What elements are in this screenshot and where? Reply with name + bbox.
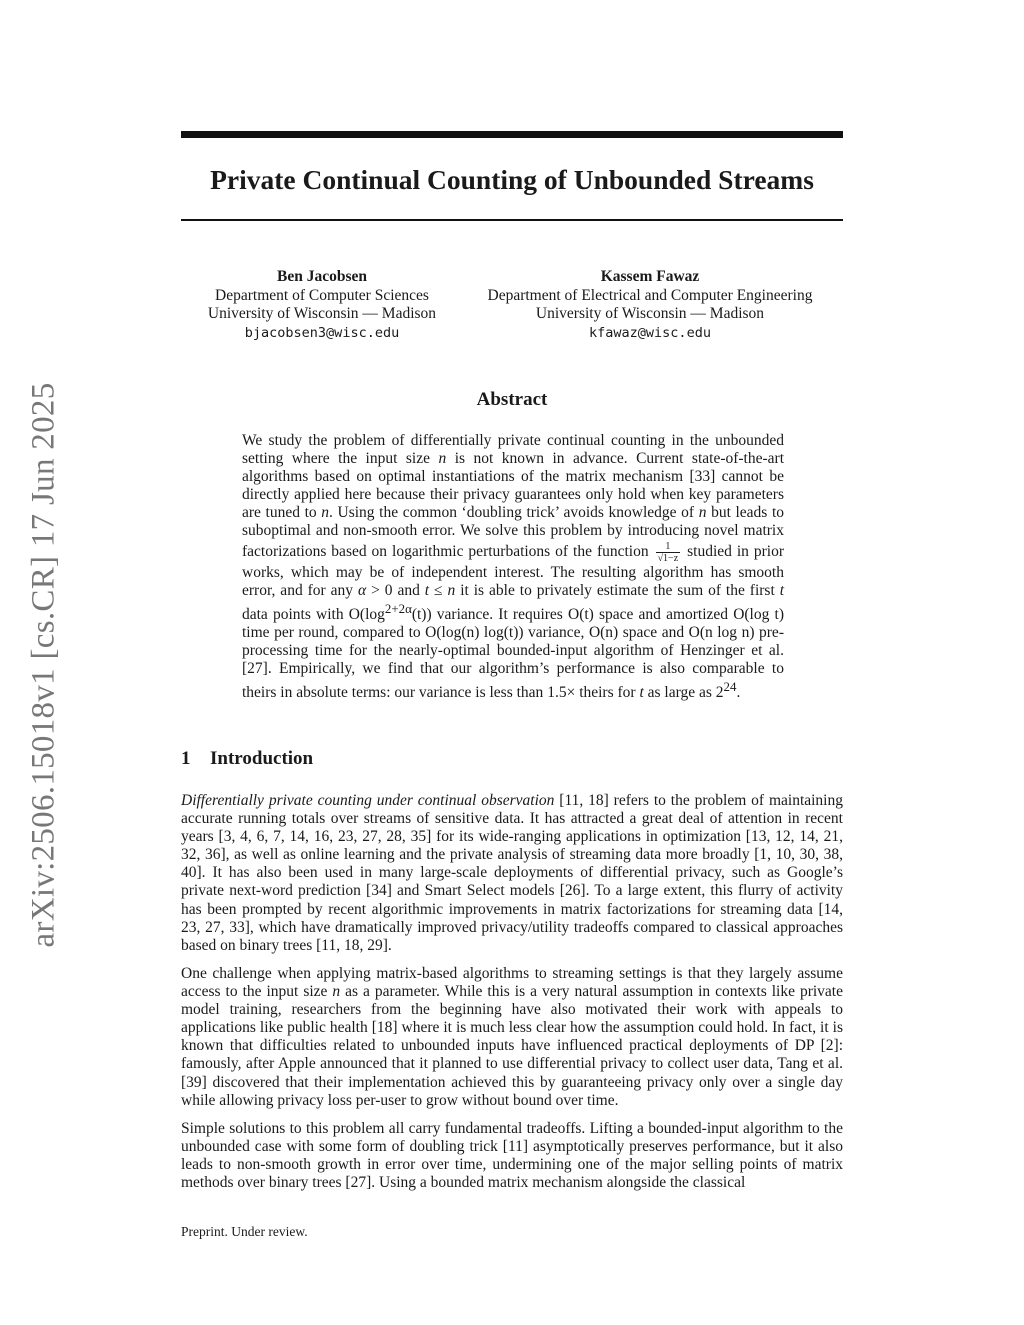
abstract-text: We study the problem of differentially private continual counting in the unbounded setting where the input size n is not known in advance. Current state-of-the-art algorithms based on optimal instantiations of the matrix mechanism [33] cannot be directly applied here because their privacy guarantees only hold when key parameters are tuned to n. Using the common ‘doubling trick’ avoids knowledge of n but leads to suboptimal and non-smooth error. We solve this problem by introducing novel matrix factorizations based on logarithmic perturbations of the function $\frac{1}{√1-z}$ studied in prior works, which may be of independent interest. The resulting algorithm has smooth error, and for any α > 0 and t ≤ n it is able to privately estimate the sum of the first t data points with $O(\log^{2+2\alpha}(t))$ variance. It requires O(t) space and amortized O(log t) time per round, compared to O(log(n) log(t)) variance, O(n) space and O(n log n) pre-processing time for the nearly-optimal bounded-input algorithm of Henzinger et al. [27]. Empirically, we find that our algorithm’s performance is also comparable to theirs in absolute terms: our variance is less than 1.5× theirs for t as large as $2^{24}$. <box>242 432 785 702</box>
author-name: Ben Jacobsen <box>277 268 367 285</box>
intro-paragraph: One challenge when applying matrix-based algorithms to streaming settings is that they largely assume access to the input size n as a parameter. While this is a very natural assumption in contexts like private model training, researchers from the beginning have also motivated their work with appeals to applications like public health [18] where it is much less clear how the assumption could hold. In fact, it is known that difficulties related to unbounded inputs have influenced practical deployments of DP [2]: famously, after Apple announced that it planned to use differential privacy to collect user data, Tang et al. [39] discovered that their implementation achieved this by guaranteeing privacy only over a single day while allowing privacy loss per-user to grow without bound over time. <box>181 965 843 1109</box>
author-block <box>470 268 830 342</box>
math-var: t <box>639 684 644 702</box>
section-number: 1 <box>181 748 191 769</box>
author-email[interactable]: bjacobsen3@wisc.edu <box>244 324 400 341</box>
author-email[interactable]: kfawaz@wisc.edu <box>589 324 711 341</box>
math-expression: 2 <box>715 684 724 702</box>
author-university: University of Wisconsin — Madison <box>207 305 437 323</box>
math-var: t <box>424 581 430 599</box>
math-expression: 1.5× <box>547 684 576 702</box>
author-name: Kassem Fawaz <box>600 268 700 285</box>
arxiv-identifier[interactable]: arXiv:2506.15018v1 [cs.CR] 17 Jun 2025 <box>25 382 62 948</box>
math-expression: O(t) <box>568 605 594 623</box>
section-title: Introduction <box>210 748 314 769</box>
page-footer: Preprint. Under review. <box>181 1224 308 1239</box>
math-expression: O(n) <box>588 624 619 641</box>
math-expression: O(log <box>348 605 385 623</box>
abstract-heading: Abstract <box>476 389 548 410</box>
math-var: t <box>779 581 785 599</box>
section-heading <box>181 748 313 770</box>
title-top-rule <box>181 131 843 138</box>
author-department: Department of Computer Sciences <box>215 286 429 304</box>
math-expression: O(n log n) <box>688 624 755 641</box>
math-expression: O(log t) <box>733 605 784 623</box>
title-bottom-rule <box>181 219 843 221</box>
math-var: n <box>698 504 707 522</box>
intro-paragraph: Simple solutions to this problem all carry fundamental tradeoffs. Lifting a bounded-input algorithm to the unbounded case with some form of doubling trick [11] asymptotically preserves performance, but it also leads to non-smooth growth in error over time, undermining one of the major selling points of matrix methods over binary trees [27]. Using a bounded matrix mechanism alongside the classical <box>181 1120 843 1192</box>
math-var: n <box>447 581 456 599</box>
paper-title: Private Continual Counting of Unbounded Streams <box>210 164 814 195</box>
intro-paragraph: Differentially private counting under continual observation [11, 18] refers to the problem of maintaining accurate running totals over streams of sensitive data. It has attracted a great deal of attention in recent years [3, 4, 6, 7, 14, 16, 23, 27, 28, 35] for its wide-ranging applications in optimization [13, 12, 14, 21, 32, 36], as well as online learning and the private analysis of streaming data more broadly [1, 10, 30, 38, 40]. It has also been used in many large-scale deployments of differential privacy, such as Google’s private next-word prediction [34] and Smart Select models [26]. To a large extent, this flurry of activity has been prompted by recent algorithmic improvements in matrix factorizations for streaming data [14, 23, 27, 33], which have dramatically improved privacy/utility tradeoffs compared to classical approaches based on binary trees [11, 18, 29]. <box>181 792 843 954</box>
author-university: University of Wisconsin — Madison <box>535 305 765 323</box>
math-var: n <box>332 983 341 1001</box>
author-block <box>181 268 463 342</box>
fraction: $\frac{1}{√1-z}$ <box>657 540 679 564</box>
math-expression: O(log(n) log(t)) <box>425 624 524 641</box>
math-var: n <box>321 504 330 522</box>
math-var: n <box>438 450 447 468</box>
math-var: α <box>357 581 367 599</box>
author-department: Department of Electrical and Computer Engineering <box>487 286 813 304</box>
